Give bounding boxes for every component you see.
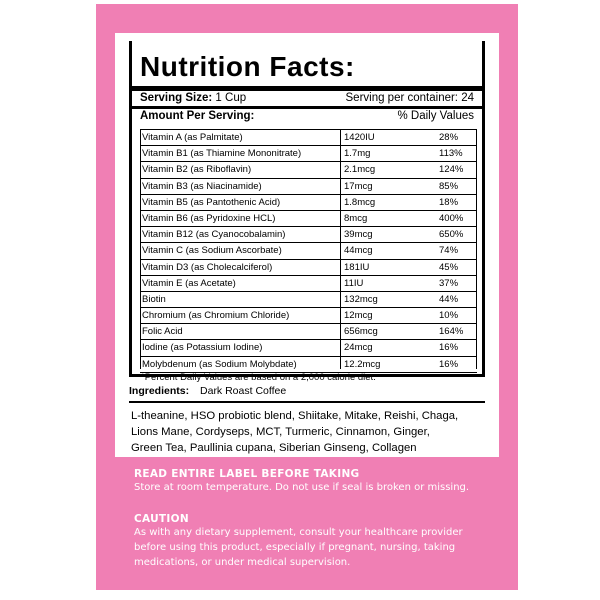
nutrient-row <box>140 129 477 146</box>
table-divider <box>340 129 341 369</box>
ingredients-label: Ingredients: <box>129 385 190 397</box>
ingredients-line: Green Tea, Paullinia cupana, Siberian Ginseng, Collagen <box>131 442 417 454</box>
nutrient-amount: 1420IU <box>344 132 375 143</box>
nutrient-amount: 39mcg <box>344 229 373 241</box>
ingredients-header <box>129 385 286 397</box>
nutrient-name: Vitamin E (as Acetate) <box>142 277 236 289</box>
nutrient-name: Vitamin B12 (as Cyanocobalamin) <box>142 229 286 241</box>
caution-section <box>134 513 494 570</box>
table-border <box>140 129 141 369</box>
amount-per-serving: Amount Per Serving: <box>140 110 255 122</box>
servings-per-container: Serving per container: 24 <box>345 92 474 104</box>
nutrient-name: Vitamin B1 (as Thiamine Mononitrate) <box>142 148 302 160</box>
nutrient-daily-value: 164% <box>439 326 464 338</box>
storage-instructions: Store at room temperature. Do not use if seal is broken or missing. <box>134 482 470 493</box>
nutrient-daily-value: 85% <box>439 180 459 192</box>
caution-line: before using this product, especially if pregnant, nursing, taking <box>134 542 456 553</box>
nutrient-daily-value: 74% <box>439 245 459 257</box>
nutrient-amount: 11IU <box>344 277 364 289</box>
nutrient-daily-value: 37% <box>439 277 459 289</box>
nutrient-name: Vitamin C (as Sodium Ascorbate) <box>142 245 282 257</box>
nutrient-daily-value: 650% <box>439 229 464 241</box>
caution-line: As with any dietary supplement, consult your healthcare provider <box>134 527 463 538</box>
nutrient-daily-value: 124% <box>439 164 464 176</box>
ingredients-list <box>131 408 491 456</box>
nutrient-name: Iodine (as Potassium Iodine) <box>142 342 263 354</box>
daily-value-footnote: *Percent Daily Values are based on a 2,000 calorie diet. <box>141 372 376 383</box>
nutrient-name: Molybdenum (as Sodium Molybdate) <box>142 358 297 370</box>
nutrient-row <box>140 260 477 276</box>
nutrient-daily-value: 400% <box>439 212 464 224</box>
nutrient-row <box>140 292 477 308</box>
nutrient-amount: 2.1mcg <box>344 164 376 176</box>
serving-size-value: 1 Cup <box>215 92 247 104</box>
nutrient-name: Vitamin B6 (as Pyridoxine HCL) <box>142 212 276 224</box>
nutrient-amount: 12.2mcg <box>344 358 381 370</box>
nutrient-row <box>140 243 477 259</box>
nutrient-daily-value: 16% <box>439 358 459 370</box>
nutrient-name: Vitamin B2 (as Riboflavin) <box>142 164 252 176</box>
nutrient-row <box>140 324 477 340</box>
nutrient-daily-value: 16% <box>439 342 459 354</box>
nutrient-amount: 1.7mg <box>344 148 371 160</box>
nutrient-daily-value: 18% <box>439 196 459 208</box>
nutrient-row <box>140 162 477 178</box>
nutrient-row <box>140 308 477 324</box>
nutrition-facts-title: Nutrition Facts: <box>140 51 355 82</box>
nutrient-row <box>140 195 477 211</box>
nutrient-name: Vitamin B3 (as Niacinamide) <box>142 180 262 192</box>
nutrient-daily-value: 28% <box>439 132 459 143</box>
nutrient-daily-value: 45% <box>439 261 459 273</box>
nutrient-row <box>140 179 477 195</box>
nutrient-amount: 12mcg <box>344 310 373 322</box>
read-label-section <box>134 468 494 495</box>
nutrient-row <box>140 357 477 373</box>
ingredients-line: Lions Mane, Cordyseps, MCT, Turmeric, Cinnamon, Ginger, <box>131 426 430 438</box>
daily-values-header: % Daily Values <box>397 110 474 122</box>
ingredients-primary: Dark Roast Coffee <box>200 385 287 397</box>
nutrient-name: Chromium (as Chromium Chloride) <box>142 310 290 322</box>
table-border <box>476 129 477 369</box>
nutrient-name: Vitamin A (as Palmitate) <box>142 132 243 143</box>
nutrient-table <box>140 129 477 373</box>
serving-size <box>140 92 246 104</box>
caution-title: CAUTION <box>134 513 189 525</box>
nutrient-amount: 132mcg <box>344 293 378 305</box>
nutrient-amount: 24mcg <box>344 342 373 354</box>
nutrition-panel <box>115 33 499 457</box>
nutrient-row <box>140 276 477 292</box>
nutrient-row <box>140 340 477 356</box>
nutrient-amount: 181IU <box>344 261 370 273</box>
nutrient-row <box>140 211 477 227</box>
nutrient-amount: 656mcg <box>344 326 378 338</box>
nutrition-facts-box <box>129 41 485 383</box>
nutrient-daily-value: 10% <box>439 310 459 322</box>
nutrient-daily-value: 113% <box>439 148 463 160</box>
nutrient-amount: 44mcg <box>344 245 373 257</box>
read-label-title: READ ENTIRE LABEL BEFORE TAKING <box>134 468 360 480</box>
nutrient-name: Vitamin B5 (as Pantothenic Acid) <box>142 196 281 208</box>
nutrient-amount: 8mcg <box>344 212 368 224</box>
nutrient-amount: 17mcg <box>344 180 373 192</box>
nutrient-row <box>140 227 477 243</box>
serving-size-label: Serving Size: <box>140 92 213 104</box>
thick-rule <box>132 86 482 91</box>
caution-line: medications, or under medical supervision. <box>134 557 351 568</box>
ingredients-line: L-theanine, HSO probiotic blend, Shiitake, Mitake, Reishi, Chaga, <box>131 410 459 422</box>
thick-rule <box>132 106 482 109</box>
nutrient-daily-value: 44% <box>439 293 459 305</box>
ingredients-rule <box>129 401 485 403</box>
nutrient-name: Folic Acid <box>142 326 183 338</box>
nutrient-row <box>140 146 477 162</box>
nutrient-amount: 1.8mcg <box>344 196 376 208</box>
nutrient-name: Vitamin D3 (as Cholecalciferol) <box>142 261 273 273</box>
nutrient-name: Biotin <box>142 293 166 305</box>
